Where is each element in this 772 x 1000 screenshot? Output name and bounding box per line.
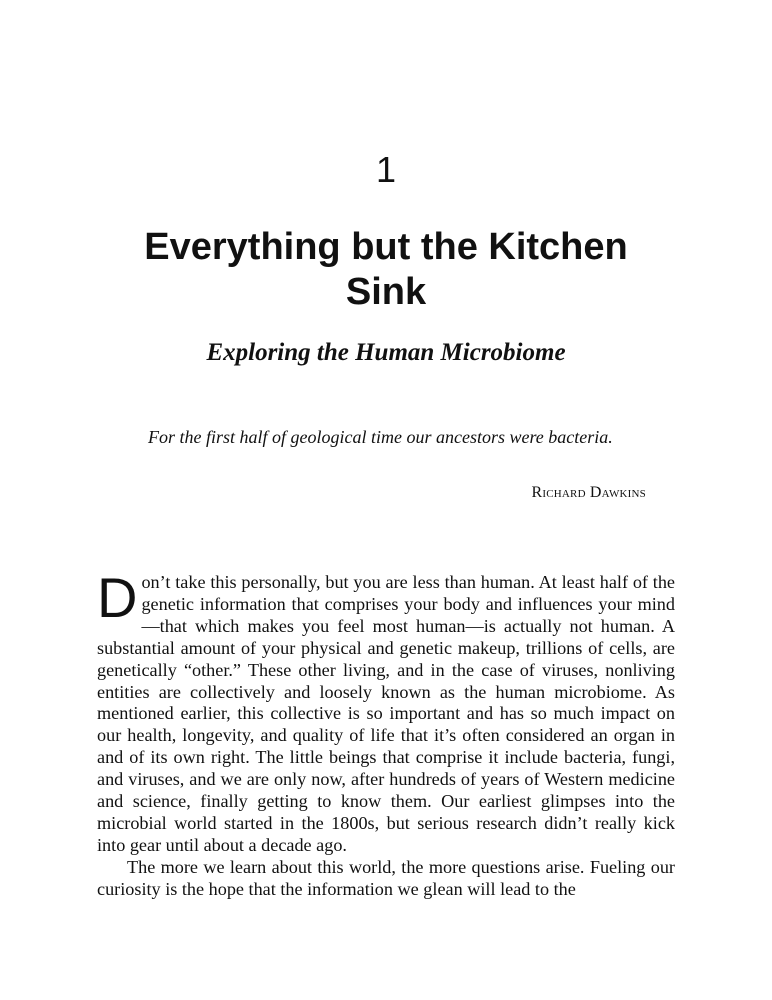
epigraph-quote: For the first half of geological time our ancestors were bacteria. bbox=[148, 427, 613, 447]
chapter-title: Everything but the Kitchen Sink bbox=[144, 226, 628, 313]
chapter-subtitle: Exploring the Human Microbiome bbox=[206, 339, 566, 366]
drop-cap: D bbox=[97, 566, 138, 629]
body-text bbox=[97, 566, 675, 901]
body-paragraph-1 bbox=[97, 566, 675, 857]
body-paragraph-1-text: on’t take this personally, but you are less than human. At least half of the genetic information that comprises your body and influences your mind—that which makes you feel most human—is actually not human. A substantial amount of your physical and genetic makeup, trillions of cells, are genetically “other.” These other living, and in the case of viruses, nonliving entities are collectively and loosely known as the human microbiome. As mentioned earlier, this collective is so important and has so much impact on our health, longevity, and quality of life that it’s often considered an organ in and of its own right. The little beings that comprise it include bacteria, fungi, and viruses, and we are only now, after hundreds of years of Western medicine and science, finally getting to know them. Our earliest glimpses into the microbial world started in the 1800s, but serious research didn’t really kick into gear until about a decade ago. bbox=[97, 572, 675, 855]
chapter-number: 1 bbox=[375, 149, 397, 190]
epigraph-author: Richard Dawkins bbox=[531, 484, 646, 501]
body-paragraph-2: The more we learn about this world, the more questions arise. Fueling our curiosity is the hope that the information we glean will lead to the bbox=[97, 856, 675, 899]
